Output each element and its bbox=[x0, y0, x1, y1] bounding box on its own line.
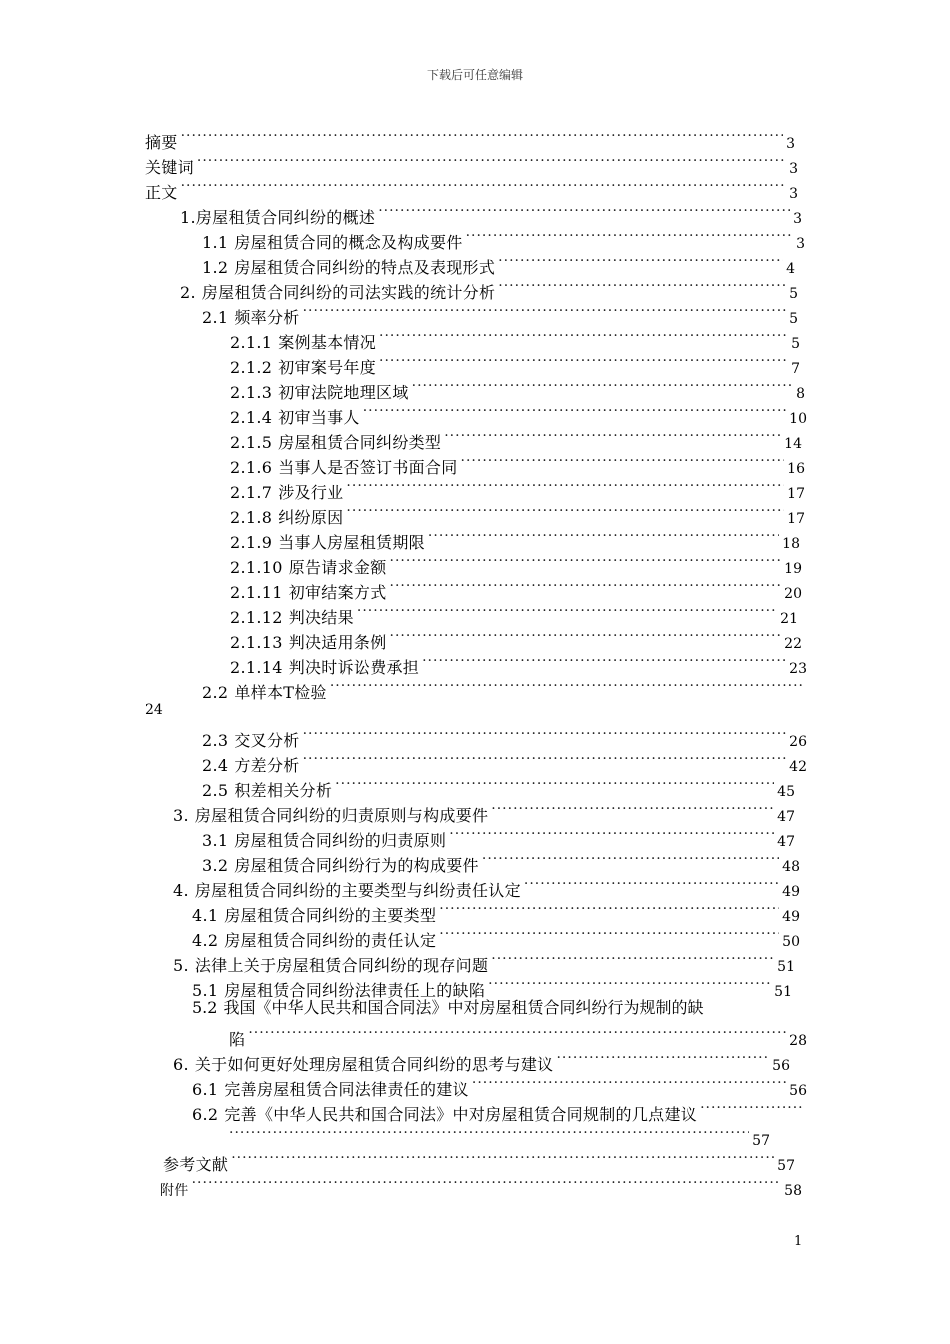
toc-number: 2.1.14 bbox=[230, 658, 283, 677]
toc-page: 56 bbox=[772, 1058, 790, 1074]
toc-page: 3 bbox=[786, 136, 795, 152]
toc-leader bbox=[488, 972, 771, 996]
toc-page: 51 bbox=[777, 959, 795, 975]
toc-page: 8 bbox=[796, 386, 805, 402]
toc-number: 6. bbox=[173, 1055, 189, 1074]
toc-leader bbox=[231, 1146, 774, 1170]
toc-page: 20 bbox=[784, 586, 802, 602]
toc-number: 2.5 bbox=[202, 781, 229, 800]
toc-label: 摘要 bbox=[145, 133, 178, 152]
toc-page: 22 bbox=[784, 636, 802, 652]
toc-label: 关于如何更好处理房屋租赁合同纠纷的思考与建议 bbox=[194, 1055, 554, 1074]
toc-label: 房屋租赁合同纠纷类型 bbox=[278, 433, 442, 452]
toc-number: 1.1 bbox=[202, 233, 229, 252]
toc-number: 6.2 bbox=[192, 1105, 219, 1124]
toc-label: 判决适用条例 bbox=[288, 633, 387, 652]
toc-label: 房屋租赁合同纠纷的主要类型 bbox=[224, 906, 437, 925]
toc-number: 2.1.11 bbox=[230, 583, 283, 602]
toc-label: 房屋租赁合同纠纷法律责任上的缺陷 bbox=[224, 981, 486, 1000]
toc-number: 4.1 bbox=[192, 906, 219, 925]
toc-leader bbox=[390, 549, 782, 573]
toc-leader bbox=[449, 822, 774, 846]
toc-leader bbox=[229, 1121, 749, 1145]
toc-page: 49 bbox=[782, 909, 800, 925]
toc-page: 28 bbox=[789, 1033, 807, 1049]
toc-number: 2.1.10 bbox=[230, 558, 283, 577]
toc-label: 方差分析 bbox=[234, 756, 300, 775]
toc-number: 3.1 bbox=[202, 831, 229, 850]
toc-page: 48 bbox=[782, 859, 800, 875]
toc-page: 3 bbox=[789, 161, 798, 177]
toc-label: 频率分析 bbox=[234, 308, 300, 327]
toc-label: 房屋租赁合同纠纷的责任认定 bbox=[224, 931, 437, 950]
toc-page-wrapped: 24 bbox=[145, 702, 163, 718]
toc-page: 17 bbox=[787, 486, 805, 502]
toc-label: 判决结果 bbox=[288, 608, 354, 627]
toc-label: 判决时诉讼费承担 bbox=[288, 658, 420, 677]
toc-page: 3 bbox=[793, 211, 802, 227]
toc-entry-2-2[interactable] bbox=[202, 674, 807, 705]
toc-label: 房屋租赁合同纠纷的主要类型与纠纷责任认定 bbox=[194, 881, 521, 900]
toc-page: 14 bbox=[784, 436, 802, 452]
toc-number: 2. bbox=[180, 283, 196, 302]
toc-page: 51 bbox=[774, 984, 792, 1000]
toc-page: 18 bbox=[782, 536, 800, 552]
toc-leader bbox=[197, 149, 786, 173]
toc-leader bbox=[181, 124, 783, 148]
toc-leader bbox=[412, 374, 793, 398]
toc-number: 2.1.9 bbox=[230, 533, 273, 552]
toc-number: 5.2 bbox=[192, 998, 218, 1017]
toc-label: 初审案号年度 bbox=[278, 358, 377, 377]
toc-label: 我国《中华人民共和国合同法》中对房屋租赁合同纠纷行为规制的缺 bbox=[223, 998, 704, 1017]
toc-number: 2.2 bbox=[202, 683, 229, 702]
toc-label: 房屋租赁合同纠纷的司法实践的统计分析 bbox=[201, 283, 496, 302]
toc-leader bbox=[379, 349, 788, 373]
toc-leader bbox=[444, 424, 781, 448]
toc-label: 参考文献 bbox=[163, 1155, 229, 1174]
toc-page: 57 bbox=[777, 1158, 795, 1174]
toc-leader bbox=[303, 299, 787, 323]
toc-label: 完善房屋租赁合同法律责任的建议 bbox=[224, 1080, 469, 1099]
toc-page: 5 bbox=[789, 286, 798, 302]
toc-leader bbox=[466, 224, 794, 248]
toc-label: 房屋租赁合同的概念及构成要件 bbox=[234, 233, 463, 252]
toc-leader bbox=[498, 274, 786, 298]
toc-leader bbox=[363, 399, 786, 423]
toc-number: 2.1.13 bbox=[230, 633, 283, 652]
page-header: 下载后可任意编辑 bbox=[426, 68, 523, 82]
toc-leader bbox=[461, 449, 785, 473]
toc-number: 2.1.6 bbox=[230, 458, 273, 477]
toc-label: 附件 bbox=[160, 1183, 189, 1199]
toc-page: 5 bbox=[791, 336, 800, 352]
toc-number: 2.1.12 bbox=[230, 608, 283, 627]
toc-leader bbox=[439, 897, 779, 921]
toc-page: 5 bbox=[789, 311, 798, 327]
toc-leader bbox=[700, 1096, 804, 1120]
toc-leader bbox=[498, 249, 783, 273]
toc-leader bbox=[428, 524, 779, 548]
toc-page: 42 bbox=[789, 759, 807, 775]
toc-number: 2.4 bbox=[202, 756, 229, 775]
toc-page: 3 bbox=[789, 186, 798, 202]
toc-label: 房屋租赁合同纠纷的特点及表现形式 bbox=[234, 258, 496, 277]
toc-leader bbox=[482, 847, 779, 871]
toc-leader bbox=[346, 474, 784, 498]
toc-leader bbox=[378, 199, 790, 223]
toc-leader bbox=[491, 797, 774, 821]
toc-leader bbox=[390, 624, 782, 648]
toc-leader bbox=[303, 747, 787, 771]
toc-label: 正文 bbox=[145, 183, 178, 202]
toc-leader bbox=[472, 1071, 786, 1095]
toc-label: 完善《中华人民共和国合同法》中对房屋租赁合同规制的几点建议 bbox=[224, 1105, 698, 1124]
toc-number: 1.2 bbox=[202, 258, 229, 277]
toc-label: 原告请求金额 bbox=[288, 558, 387, 577]
toc-leader bbox=[330, 674, 804, 698]
toc-leader bbox=[379, 324, 788, 348]
toc-leader bbox=[346, 499, 784, 523]
toc-label: 初审法院地理区域 bbox=[278, 383, 409, 402]
toc-number: 2.3 bbox=[202, 731, 229, 750]
toc-number: 2.1.2 bbox=[230, 358, 273, 377]
toc-label: 单样本T检验 bbox=[234, 683, 327, 702]
toc-entry-attachments[interactable] bbox=[160, 1171, 802, 1203]
toc-label: 交叉分析 bbox=[234, 731, 300, 750]
toc-label: 当事人房屋租赁期限 bbox=[278, 533, 425, 552]
toc-number: 5. bbox=[173, 956, 189, 975]
toc-number: 2.1.3 bbox=[230, 383, 273, 402]
toc-number: 6.1 bbox=[192, 1080, 219, 1099]
toc-page: 17 bbox=[787, 511, 805, 527]
toc-page: 26 bbox=[789, 734, 807, 750]
toc-entry-5-2[interactable] bbox=[192, 996, 703, 1020]
toc-page: 10 bbox=[789, 411, 807, 427]
toc-leader bbox=[192, 1171, 782, 1195]
toc-number: 2.1.1 bbox=[230, 333, 273, 352]
toc-label: 初审当事人 bbox=[278, 408, 360, 427]
toc-leader bbox=[181, 174, 786, 198]
toc-label: 涉及行业 bbox=[278, 483, 344, 502]
toc-number: 2.1.7 bbox=[230, 483, 273, 502]
toc-page: 7 bbox=[791, 361, 800, 377]
toc-number: 3.2 bbox=[202, 856, 229, 875]
toc-label: 案例基本情况 bbox=[278, 333, 377, 352]
toc-page: 57 bbox=[752, 1133, 770, 1149]
toc-page: 58 bbox=[784, 1183, 802, 1199]
toc-page: 4 bbox=[786, 261, 795, 277]
toc-label: 纠纷原因 bbox=[278, 508, 344, 527]
toc-number: 2.1.8 bbox=[230, 508, 273, 527]
toc-leader bbox=[303, 722, 787, 746]
toc-label: 房屋租赁合同纠纷的归责原则与构成要件 bbox=[194, 806, 489, 825]
toc-leader bbox=[422, 649, 786, 673]
toc-leader bbox=[335, 772, 774, 796]
toc-page: 50 bbox=[782, 934, 800, 950]
toc-page: 23 bbox=[789, 661, 807, 677]
toc-number: 2.1.4 bbox=[230, 408, 273, 427]
toc-page: 16 bbox=[787, 461, 805, 477]
toc-leader bbox=[491, 947, 774, 971]
toc-label: 房屋租赁合同纠纷的归责原则 bbox=[234, 831, 447, 850]
toc-page: 56 bbox=[789, 1083, 807, 1099]
page-number: 1 bbox=[794, 1234, 803, 1249]
toc-label: 陷 bbox=[229, 1030, 246, 1049]
toc-leader bbox=[524, 872, 779, 896]
toc-leader bbox=[390, 574, 782, 598]
toc-page: 47 bbox=[777, 834, 795, 850]
toc-leader bbox=[248, 1021, 786, 1045]
toc-page: 3 bbox=[796, 236, 805, 252]
toc-number: 1. bbox=[180, 208, 196, 227]
toc-leader bbox=[439, 922, 779, 946]
toc-number: 2.1.5 bbox=[230, 433, 273, 452]
toc-page: 47 bbox=[777, 809, 795, 825]
toc-number: 4.2 bbox=[192, 931, 219, 950]
toc-label: 积差相关分析 bbox=[234, 781, 333, 800]
toc-page: 21 bbox=[780, 611, 798, 627]
toc-number: 3. bbox=[173, 806, 189, 825]
toc-label: 初审结案方式 bbox=[288, 583, 387, 602]
toc-label: 当事人是否签订书面合同 bbox=[278, 458, 458, 477]
toc-leader bbox=[556, 1046, 769, 1070]
toc-label: 法律上关于房屋租赁合同纠纷的现存问题 bbox=[194, 956, 489, 975]
toc-label: 房屋租赁合同纠纷的概述 bbox=[195, 208, 376, 227]
toc-label: 关键词 bbox=[145, 158, 194, 177]
toc-number: 2.1 bbox=[202, 308, 229, 327]
toc-number: 5.1 bbox=[192, 981, 219, 1000]
toc-number: 4. bbox=[173, 881, 189, 900]
toc-page: 19 bbox=[784, 561, 802, 577]
toc-leader bbox=[357, 599, 777, 623]
toc-page: 49 bbox=[782, 884, 800, 900]
toc-label: 房屋租赁合同纠纷行为的构成要件 bbox=[234, 856, 479, 875]
toc-page: 45 bbox=[777, 784, 795, 800]
